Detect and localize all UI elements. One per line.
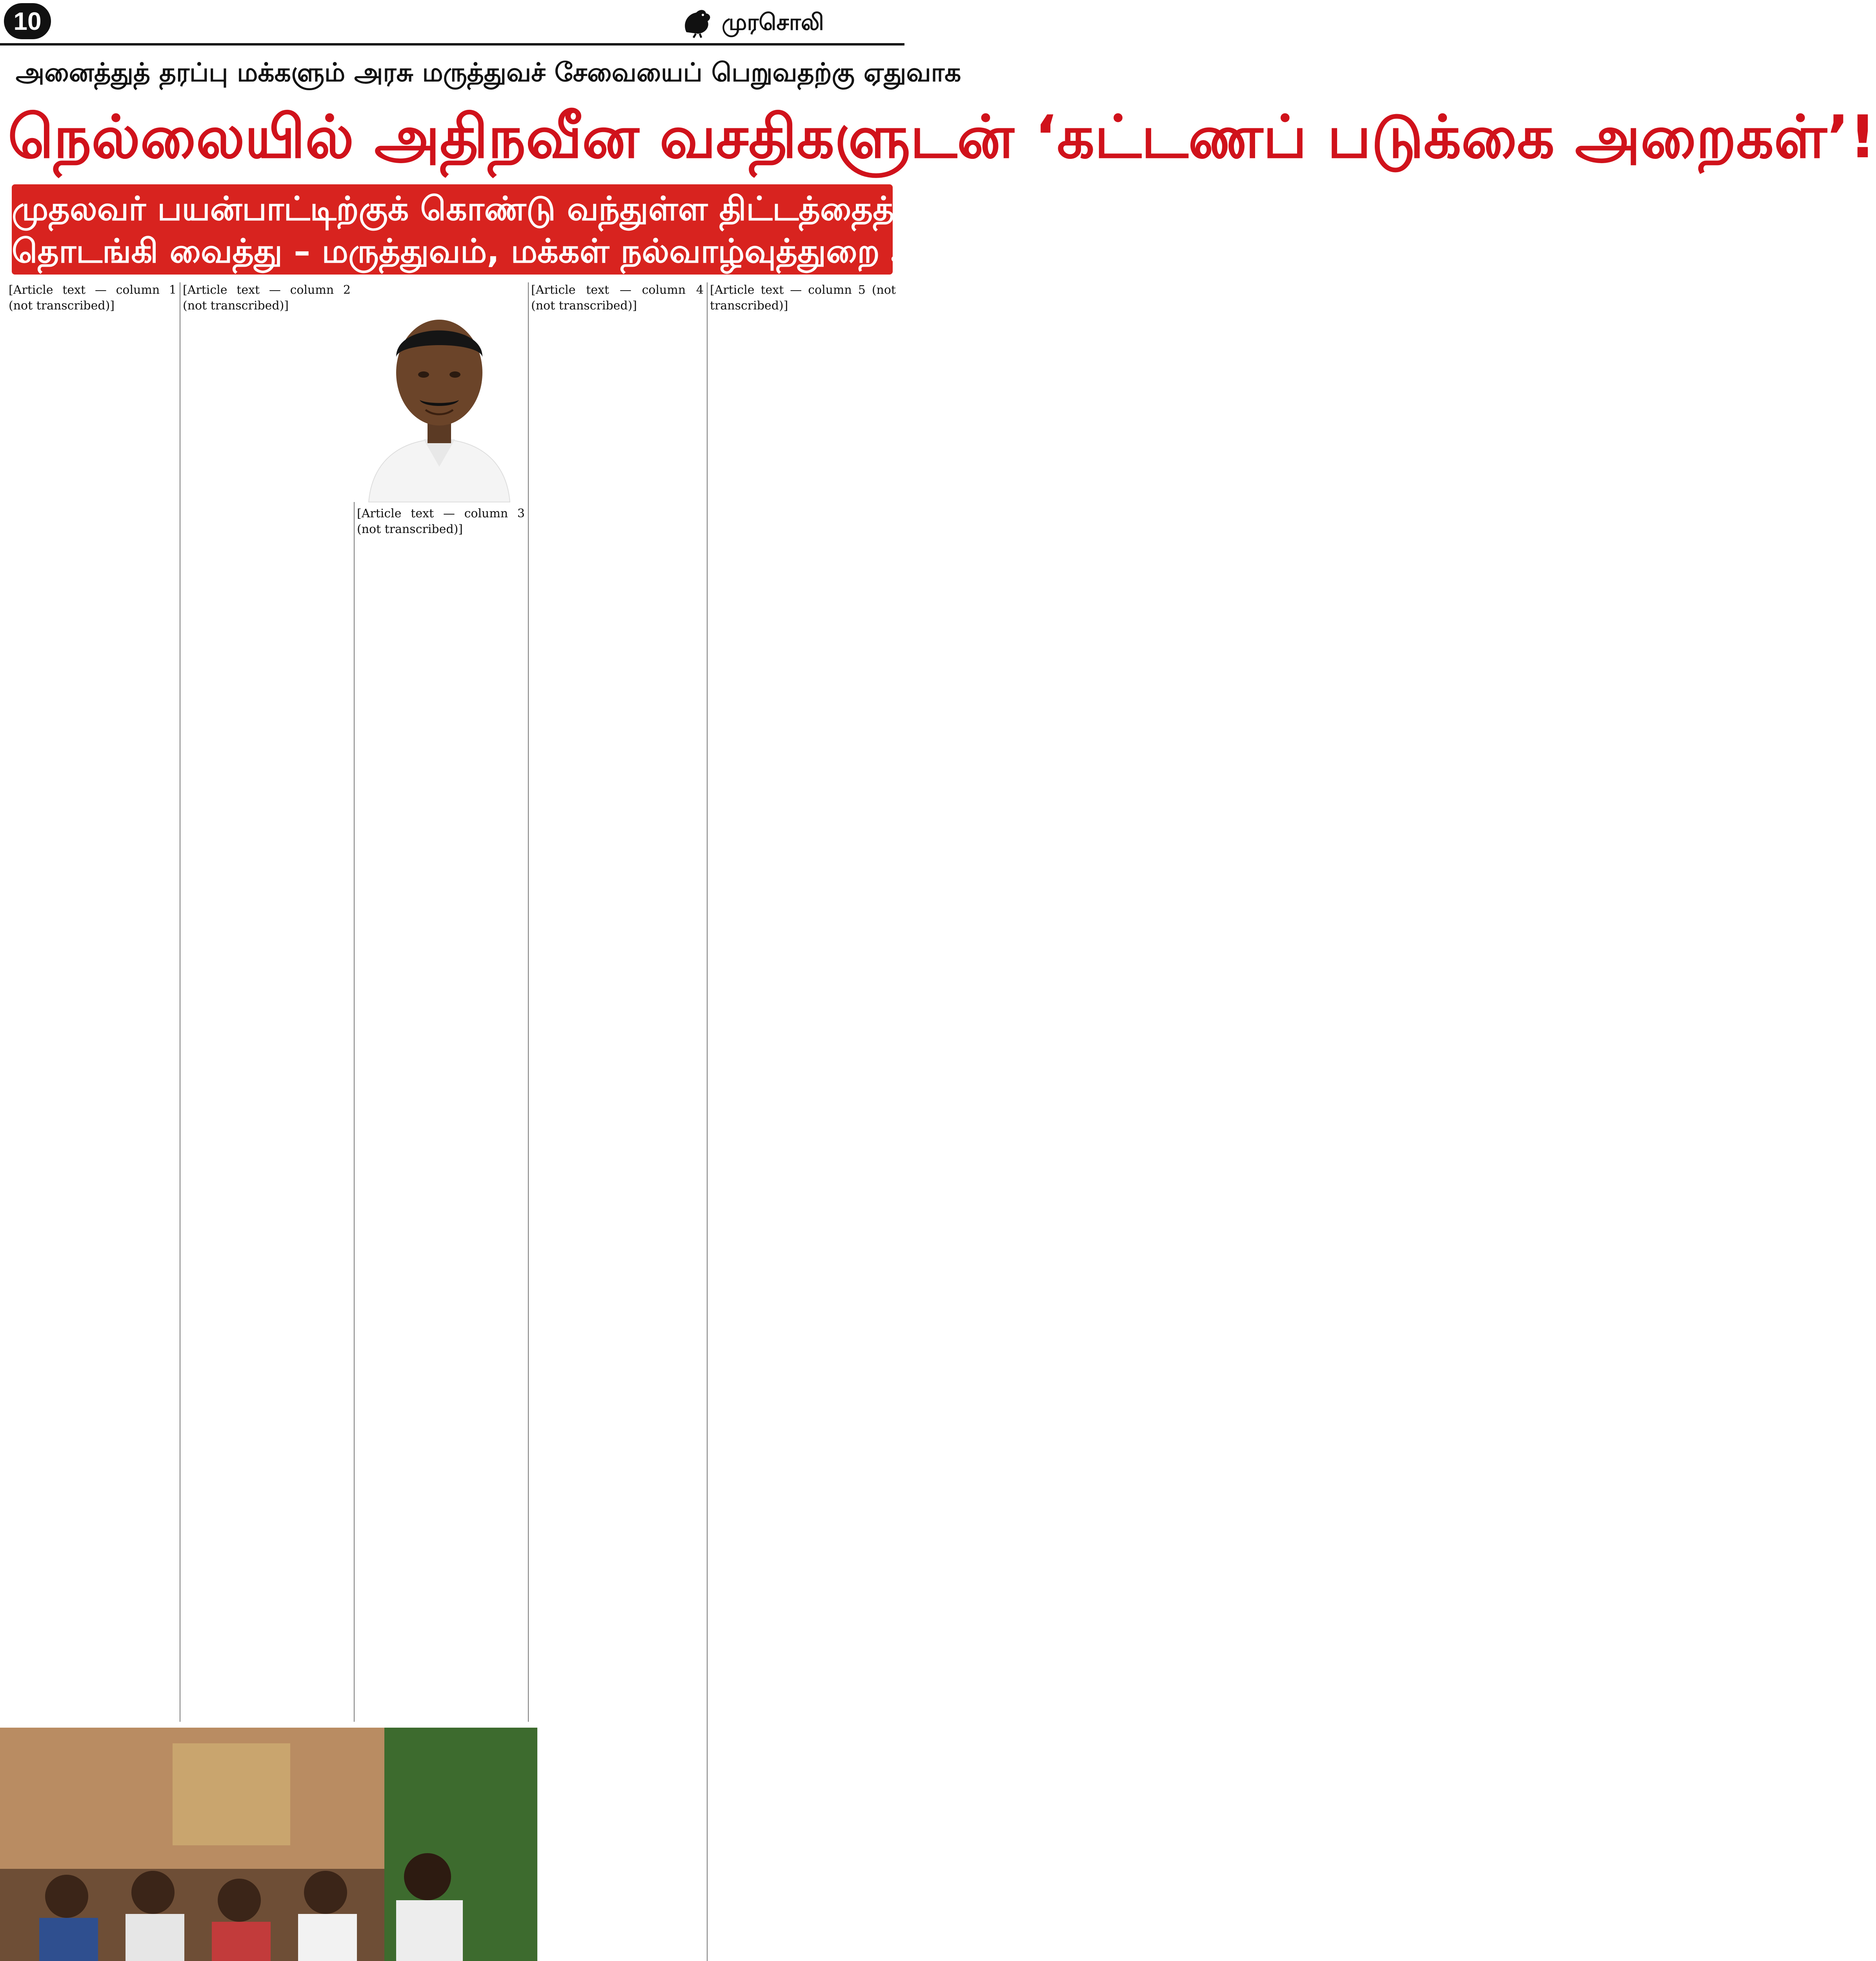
- column-rule: [528, 282, 529, 1722]
- rooster-logo-icon: [679, 5, 714, 38]
- sub-headline-line-2: தொடங்கி வைத்து – மருத்துவம், மக்கள் நல்வாழ்வுத்துறை அமைச்சர் பேச்சு!: [12, 232, 1154, 270]
- article-column-2: [Article text — column 2 (not transcribed)]: [183, 283, 351, 313]
- article-column-1: [Article text — column 1 (not transcribed)]: [9, 283, 177, 313]
- page-number-badge: [4, 3, 51, 39]
- main-headline: நெல்லையில் அதிநவீன வசதிகளுடன் ‘கட்டணப் படுக்கை அறைகள்’!: [8, 103, 1876, 171]
- headline-kicker: அனைத்துத் தரப்பு மக்களும் அரசு மருத்துவச் சேவையைப் பெறுவதற்கு ஏதுவாக: [16, 57, 961, 87]
- article-column-4: [Article text — column 4 (not transcribed)]: [531, 283, 704, 313]
- minister-portrait: [353, 282, 526, 502]
- page-number: 10: [13, 7, 42, 35]
- masthead-name: முரசொலி: [722, 9, 824, 35]
- sub-headline-line-1: முதலவர் பயன்பாட்டிற்குக் கொண்டு வந்துள்ள திட்டத்தைத்: [12, 189, 894, 228]
- article-column-5: [Article text — column 5 (not transcribed)]: [710, 283, 896, 313]
- event-photo: [0, 1728, 537, 1961]
- sub-headline-banner: [12, 184, 1154, 275]
- page-header: [0, 0, 904, 45]
- article-column-3: [Article text — column 3 (not transcribed)]: [357, 507, 525, 536]
- column-rule: [707, 282, 708, 1961]
